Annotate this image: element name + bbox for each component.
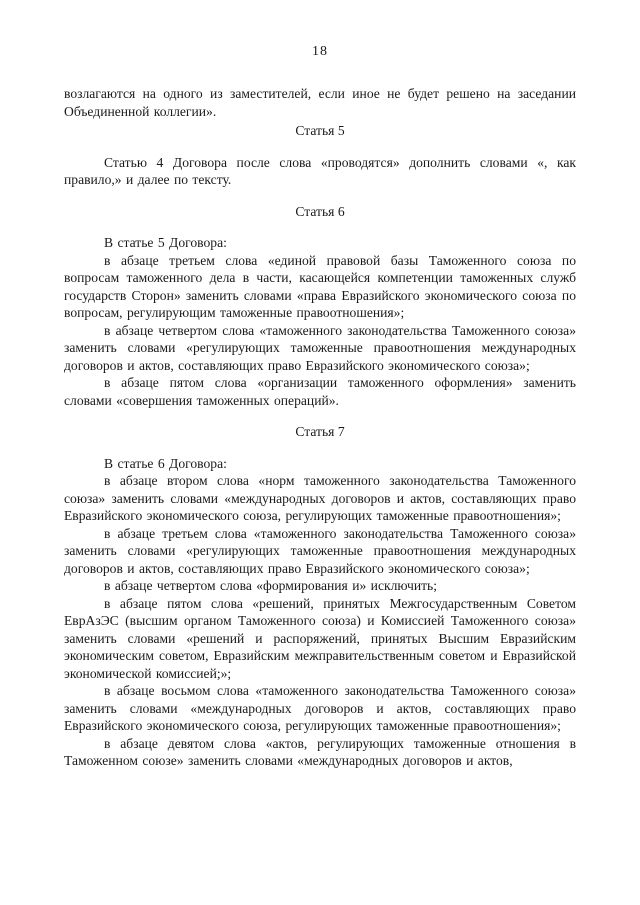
paragraph: Статью 4 Договора после слова «проводятся» дополнить словами «, как правило,» и далее по тексту. [64, 154, 576, 187]
paragraph: в абзаце третьем слова «таможенного законодательства Таможенного союза» заменить словами «регулирующих таможенные правоотношения международных договоров и актов, составляющих право Евразийского экономического союза»; [64, 525, 576, 576]
paragraph: В статье 6 Договора: [104, 455, 227, 471]
paragraph: в абзаце втором слова «норм таможенного законодательства Таможенного союза» заменить словами «международных договоров и актов, составляющих право Евразийского экономического союза, регулирующих таможенные правоотношения»; [64, 473, 576, 523]
paragraph: возлагаются на одного из заместителей, если иное не будет решено на заседании Объединенной коллегии». [64, 86, 576, 119]
paragraph: В статье 5 Договора: [104, 235, 227, 250]
paragraph: в абзаце четвертом слова «формирования и» исключить; [104, 578, 438, 593]
article-heading: Статья 7 [295, 424, 345, 439]
paragraph: в абзаце пятом слова «организации таможенного оформления» заменить словами «совершения таможенных операций». [64, 375, 576, 408]
paragraph: в абзаце девятом слова «актов, регулирующих таможенные отношения в Таможенном союзе» заменить словами «международных договоров и актов, [64, 735, 576, 768]
paragraph: в абзаце третьем слова «единой правовой базы Таможенного союза по вопросам таможенного дела в части, касающейся компетенции таможенных служб государств Сторон» заменить словами «права Евразийского экономического союза по вопросам, регулирующим таможенные правоотношения»; [64, 252, 576, 320]
paragraph: в абзаце восьмом слова «таможенного законодательства Таможенного союза» заменить словами «международных договоров и актов, составляющих право Евразийского экономического союза, регулирующих таможенные правоотношения»; [64, 683, 576, 733]
article-heading: Статья 5 [295, 123, 345, 138]
paragraph: в абзаце пятом слова «решений, принятых Межгосударственным Советом ЕврАзЭС (высшим органом Таможенного союза) и Комиссией Таможенного союза» заменить словами «решений и распоряжений, принятых Высшим Евразийским экономическим советом, Евразийским межправительственным советом и Евразийской экономической комиссией;»; [64, 595, 576, 681]
article-heading: Статья 6 [295, 203, 345, 219]
page-number: 18 [312, 44, 328, 59]
paragraph: в абзаце четвертом слова «таможенного законодательства Таможенного союза» заменить словами «регулирующих таможенные правоотношения международных договоров и актов, составляющих право Евразийского экономического союза»; [64, 322, 576, 373]
document-content [64, 85, 576, 770]
